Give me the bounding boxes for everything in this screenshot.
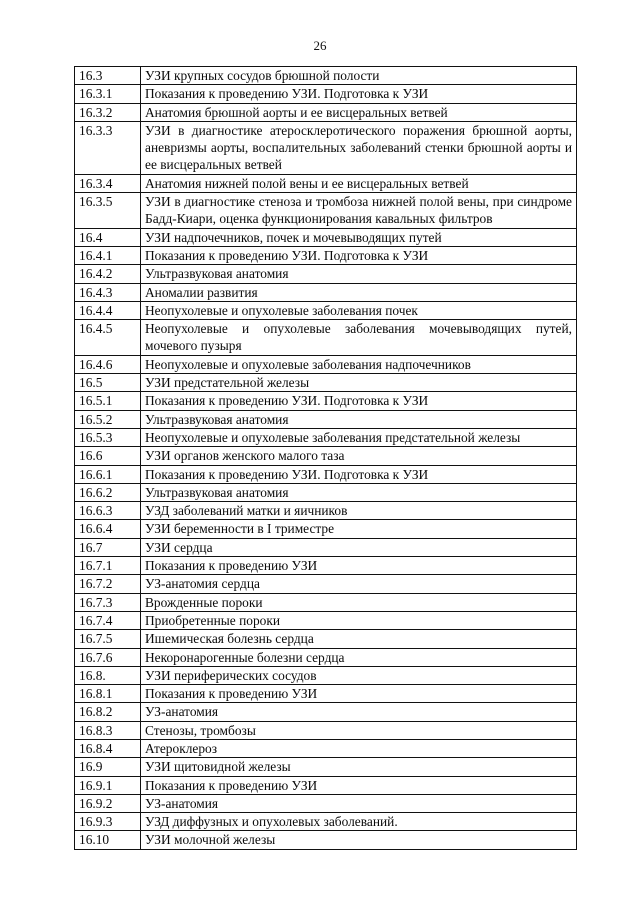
section-title: Приобретенные пороки [141,611,577,629]
table-row [75,428,577,446]
section-number: 16.6.1 [75,465,141,483]
section-title: УЗ-анатомия сердца [141,575,577,593]
section-number: 16.6.2 [75,483,141,501]
section-title: УЗД диффузных и опухолевых заболеваний. [141,813,577,831]
table-row [75,85,577,103]
section-title: УЗИ молочной железы [141,831,577,849]
table-row [75,520,577,538]
section-number: 16.5 [75,374,141,392]
section-number: 16.7.1 [75,557,141,575]
table-row [75,121,577,174]
section-title: УЗ-анатомия [141,794,577,812]
section-title: Показания к проведению УЗИ. Подготовка к УЗИ [141,85,577,103]
table-row [75,193,577,229]
table-row [75,831,577,849]
table-row [75,557,577,575]
section-number: 16.4.3 [75,283,141,301]
section-title: Анатомия брюшной аорты и ее висцеральных ветвей [141,103,577,121]
table-row [75,776,577,794]
section-number: 16.6 [75,447,141,465]
curriculum-table-body [75,67,577,850]
table-row [75,703,577,721]
table-row [75,739,577,757]
table-row [75,502,577,520]
table-row [75,320,577,356]
table-row [75,228,577,246]
section-number: 16.7.5 [75,630,141,648]
section-title: Стенозы, тромбозы [141,721,577,739]
section-number: 16.9.2 [75,794,141,812]
section-title: Показания к проведению УЗИ [141,557,577,575]
section-number: 16.8. [75,666,141,684]
table-row [75,410,577,428]
section-number: 16.7.3 [75,593,141,611]
section-number: 16.7.4 [75,611,141,629]
section-title: УЗИ предстательной железы [141,374,577,392]
section-number: 16.6.4 [75,520,141,538]
section-number: 16.3 [75,67,141,85]
section-number: 16.6.3 [75,502,141,520]
section-title: Неопухолевые и опухолевые заболевания предстательной железы [141,428,577,446]
section-title: Ультразвуковая анатомия [141,483,577,501]
table-row [75,721,577,739]
table-row [75,758,577,776]
section-title: УЗИ в диагностике атеросклеротического поражения брюшной аорты, аневризмы аорты, воспалительных заболеваний стенки брюшной аорты и ее висцеральных ветвей [141,121,577,174]
table-row [75,575,577,593]
section-title: Неопухолевые и опухолевые заболевания мочевыводящих путей, мочевого пузыря [141,320,577,356]
section-number: 16.3.2 [75,103,141,121]
section-number: 16.4.4 [75,301,141,319]
section-title: УЗИ в диагностике стеноза и тромбоза нижней полой вены, при синдроме Бадд-Киари, оценка функционирования кавальных фильтров [141,193,577,229]
table-row [75,265,577,283]
table-row [75,538,577,556]
table-row [75,174,577,192]
section-title: Некоронарогенные болезни сердца [141,648,577,666]
section-title: Ультразвуковая анатомия [141,410,577,428]
table-row [75,246,577,264]
section-title: Неопухолевые и опухолевые заболевания почек [141,301,577,319]
table-row [75,447,577,465]
section-title: Ультразвуковая анатомия [141,265,577,283]
table-row [75,813,577,831]
section-number: 16.7.2 [75,575,141,593]
section-title: УЗД заболеваний матки и яичников [141,502,577,520]
section-title: УЗИ крупных сосудов брюшной полости [141,67,577,85]
section-number: 16.7.6 [75,648,141,666]
section-number: 16.9.3 [75,813,141,831]
section-title: УЗИ периферических сосудов [141,666,577,684]
section-title: Показания к проведению УЗИ. Подготовка к УЗИ [141,465,577,483]
section-number: 16.8.2 [75,703,141,721]
section-number: 16.10 [75,831,141,849]
table-row [75,374,577,392]
section-title: Атероклероз [141,739,577,757]
table-row [75,392,577,410]
section-title: УЗИ сердца [141,538,577,556]
section-number: 16.7 [75,538,141,556]
table-row [75,483,577,501]
section-number: 16.8.1 [75,685,141,703]
section-number: 16.3.1 [75,85,141,103]
table-row [75,666,577,684]
section-title: Показания к проведению УЗИ. Подготовка к УЗИ [141,392,577,410]
page-number: 26 [313,38,327,53]
table-row [75,685,577,703]
section-number: 16.5.1 [75,392,141,410]
table-row [75,611,577,629]
section-number: 16.3.4 [75,174,141,192]
section-number: 16.4.1 [75,246,141,264]
section-number: 16.4 [75,228,141,246]
section-number: 16.9 [75,758,141,776]
section-title: Врожденные пороки [141,593,577,611]
section-number: 16.5.2 [75,410,141,428]
section-title: Аномалии развития [141,283,577,301]
section-number: 16.4.6 [75,355,141,373]
section-title: Показания к проведению УЗИ [141,685,577,703]
section-number: 16.5.3 [75,428,141,446]
section-number: 16.4.5 [75,320,141,356]
section-number: 16.8.4 [75,739,141,757]
section-title: Показания к проведению УЗИ [141,776,577,794]
table-row [75,465,577,483]
section-title: Анатомия нижней полой вены и ее висцеральных ветвей [141,174,577,192]
section-number: 16.9.1 [75,776,141,794]
section-title: УЗ-анатомия [141,703,577,721]
section-title: Показания к проведению УЗИ. Подготовка к УЗИ [141,246,577,264]
section-title: УЗИ беременности в I триместре [141,520,577,538]
table-row [75,67,577,85]
table-row [75,301,577,319]
section-title: УЗИ щитовидной железы [141,758,577,776]
section-title: УЗИ надпочечников, почек и мочевыводящих путей [141,228,577,246]
table-row [75,103,577,121]
section-number: 16.8.3 [75,721,141,739]
curriculum-table [74,66,577,850]
table-row [75,648,577,666]
section-title: Ишемическая болезнь сердца [141,630,577,648]
table-row [75,794,577,812]
section-number: 16.4.2 [75,265,141,283]
table-row [75,355,577,373]
table-row [75,630,577,648]
section-title: УЗИ органов женского малого таза [141,447,577,465]
section-number: 16.3.3 [75,121,141,174]
section-title: Неопухолевые и опухолевые заболевания надпочечников [141,355,577,373]
table-row [75,593,577,611]
section-number: 16.3.5 [75,193,141,229]
table-row [75,283,577,301]
